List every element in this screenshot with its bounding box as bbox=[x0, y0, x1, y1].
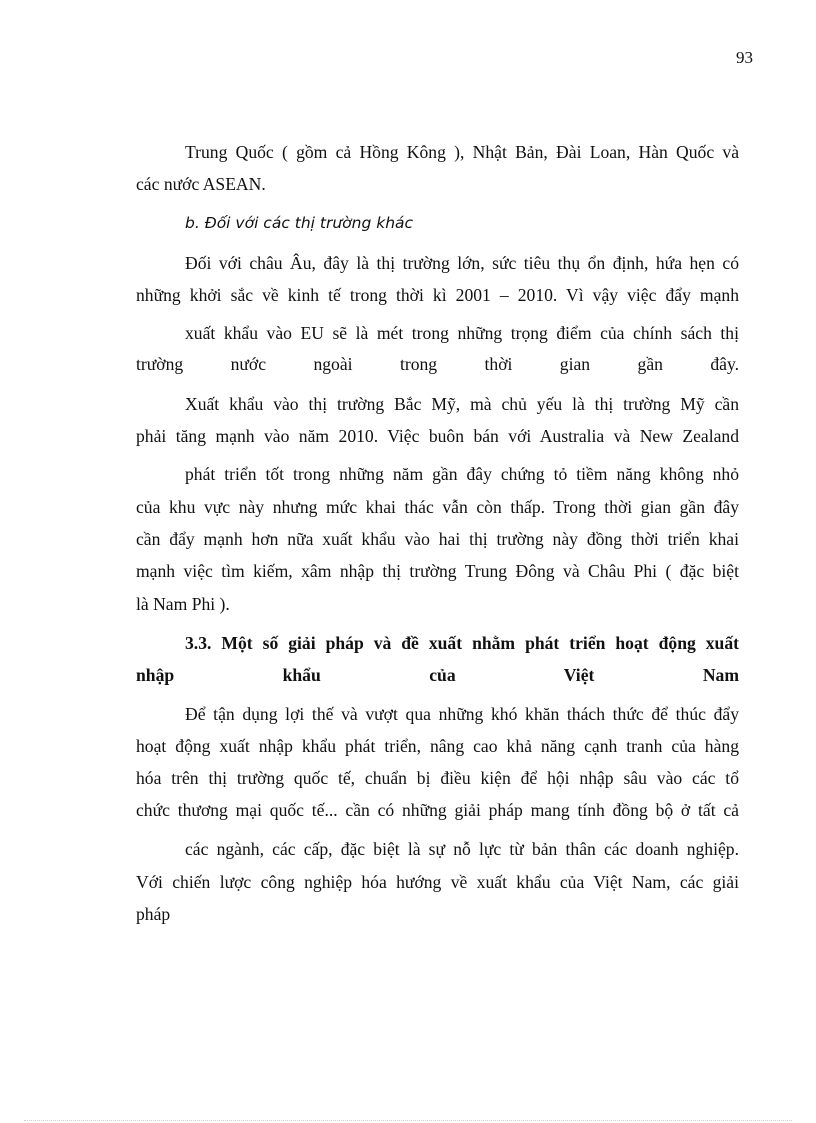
text-line: phải tăng mạnh vào năm 2010. Việc buôn bán với Australia và New Zealand bbox=[136, 426, 739, 446]
text-line: là Nam Phi ). bbox=[136, 594, 230, 614]
section-subheading: b. Đối với các thị trường khác bbox=[185, 214, 414, 232]
text-line: Xuất khẩu vào thị trường Bắc Mỹ, mà chủ yếu là thị trường Mỹ cần bbox=[185, 394, 739, 414]
text-line: pháp bbox=[136, 904, 171, 924]
text-line: phát triển tốt trong những năm gần đây chứng tỏ tiềm năng không nhỏ bbox=[185, 464, 739, 484]
page-bottom-rule bbox=[24, 1120, 792, 1121]
section-heading: nhập khẩu của Việt Nam bbox=[136, 665, 739, 685]
text-line: Trung Quốc ( gồm cả Hồng Kông ), Nhật Bản, Đài Loan, Hàn Quốc và bbox=[185, 142, 739, 162]
text-line: cần đẩy mạnh hơn nữa xuất khẩu vào hai thị trường này đồng thời triển khai bbox=[136, 529, 739, 549]
text-line: Đối với châu Âu, đây là thị trường lớn, sức tiêu thụ ổn định, hứa hẹn có bbox=[185, 253, 739, 273]
text-line: Để tận dụng lợi thế và vượt qua những khó khăn thách thức để thúc đẩy bbox=[185, 704, 739, 724]
text-line: hóa trên thị trường quốc tế, chuẩn bị điều kiện để hội nhập sâu vào các tổ bbox=[136, 768, 739, 788]
text-line: trường nước ngoài trong thời gian gần đây. bbox=[136, 354, 739, 374]
text-line: hoạt động xuất nhập khẩu phát triển, nâng cao khả năng cạnh tranh của hàng bbox=[136, 736, 739, 756]
section-heading: 3.3. Một số giải pháp và đề xuất nhằm phát triển hoạt động xuất bbox=[185, 633, 739, 653]
text-line: các nước ASEAN. bbox=[136, 174, 266, 194]
text-line: Với chiến lược công nghiệp hóa hướng về xuất khẩu của Việt Nam, các giải bbox=[136, 872, 739, 892]
page-number: 93 bbox=[736, 48, 753, 67]
text-line: các ngành, các cấp, đặc biệt là sự nỗ lực từ bản thân các doanh nghiệp. bbox=[185, 839, 739, 859]
text-line: chức thương mại quốc tế... cần có những giải pháp mang tính đồng bộ ở tất cả bbox=[136, 800, 739, 820]
text-line: mạnh việc tìm kiếm, xâm nhập thị trường Trung Đông và Châu Phi ( đặc biệt bbox=[136, 561, 739, 581]
text-line: xuất khẩu vào EU sẽ là mét trong những trọng điểm của chính sách thị bbox=[185, 323, 739, 343]
text-line: những khởi sắc về kinh tế trong thời kì 2001 – 2010. Vì vậy việc đẩy mạnh bbox=[136, 285, 739, 305]
text-line: của khu vực này nhưng mức khai thác vẫn còn thấp. Trong thời gian gần đây bbox=[136, 497, 739, 517]
